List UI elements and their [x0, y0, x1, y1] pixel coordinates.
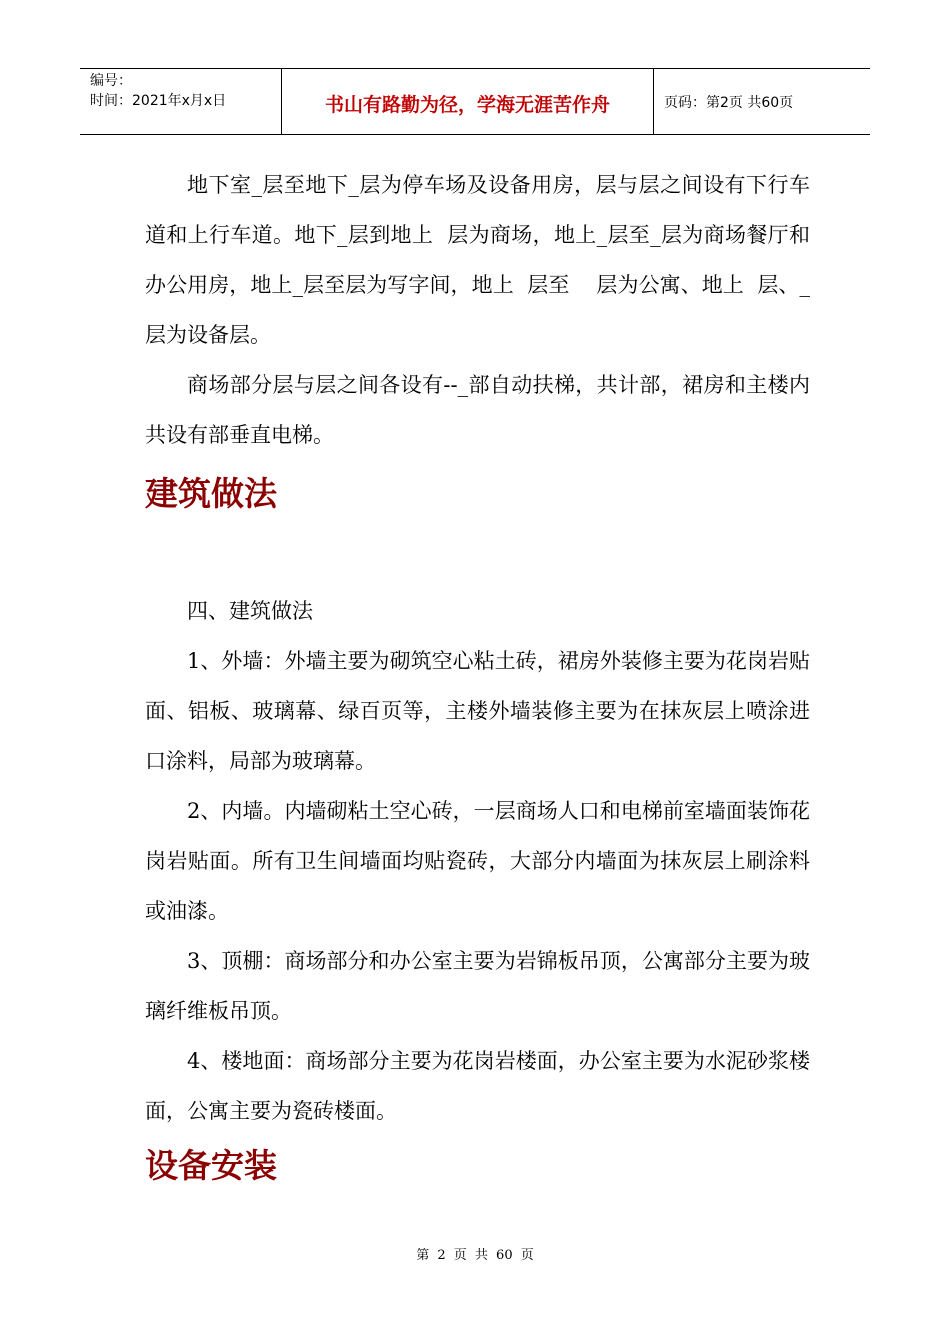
page-header [80, 68, 870, 135]
body-paragraph: 1、外墙：外墙主要为砌筑空心粘土砖，裙房外装修主要为花岗岩贴面、铝板、玻璃幕、绿百页等，主楼外墙装修主要为在抹灰层上喷涂进口涂料，局部为玻璃幕。 [145, 649, 810, 773]
header-meta [80, 69, 282, 134]
body-paragraph: 2、内墙。内墙砌粘土空心砖，一层商场人口和电梯前室墙面装饰花岗岩贴面。所有卫生间墙面均贴瓷砖，大部分内墙面为抹灰层上刷涂料或油漆。 [145, 799, 810, 923]
section-heading: 建筑做法 [145, 474, 277, 513]
body-paragraph: 3、顶棚：商场部分和办公室主要为岩锦板吊顶，公寓部分主要为玻璃纤维板吊顶。 [145, 949, 810, 1023]
document-time-label: 时间：2021年x月x日 [90, 93, 227, 109]
body-paragraph: 地下室_层至地下_层为停车场及设备用房，层与层之间设有下行车道和上行车道。地下_层到地上 层为商场，地上_层至_层为商场餐厅和办公用房，地上_层至层为写字间，地上 层至 层为公寓、地上 层、_层为设备层。 [145, 173, 810, 347]
document-number-label: 编号： [90, 73, 132, 89]
header-motto: 书山有路勤为径，学海无涯苦作舟 [282, 69, 654, 134]
header-page-info: 页码：第2页 共60页 [664, 94, 794, 111]
body-paragraph: 四、建筑做法 [187, 599, 313, 623]
body-paragraph: 商场部分层与层之间各设有--_部自动扶梯，共计部，裙房和主楼内共设有部垂直电梯。 [145, 373, 810, 447]
document-body [145, 160, 810, 1196]
body-paragraph: 4、楼地面：商场部分主要为花岗岩楼面，办公室主要为水泥砂浆楼面，公寓主要为瓷砖楼面。 [145, 1049, 810, 1123]
page-footer: 第 2 页 共 60 页 [416, 1248, 534, 1263]
section-heading: 设备安装 [145, 1146, 277, 1185]
